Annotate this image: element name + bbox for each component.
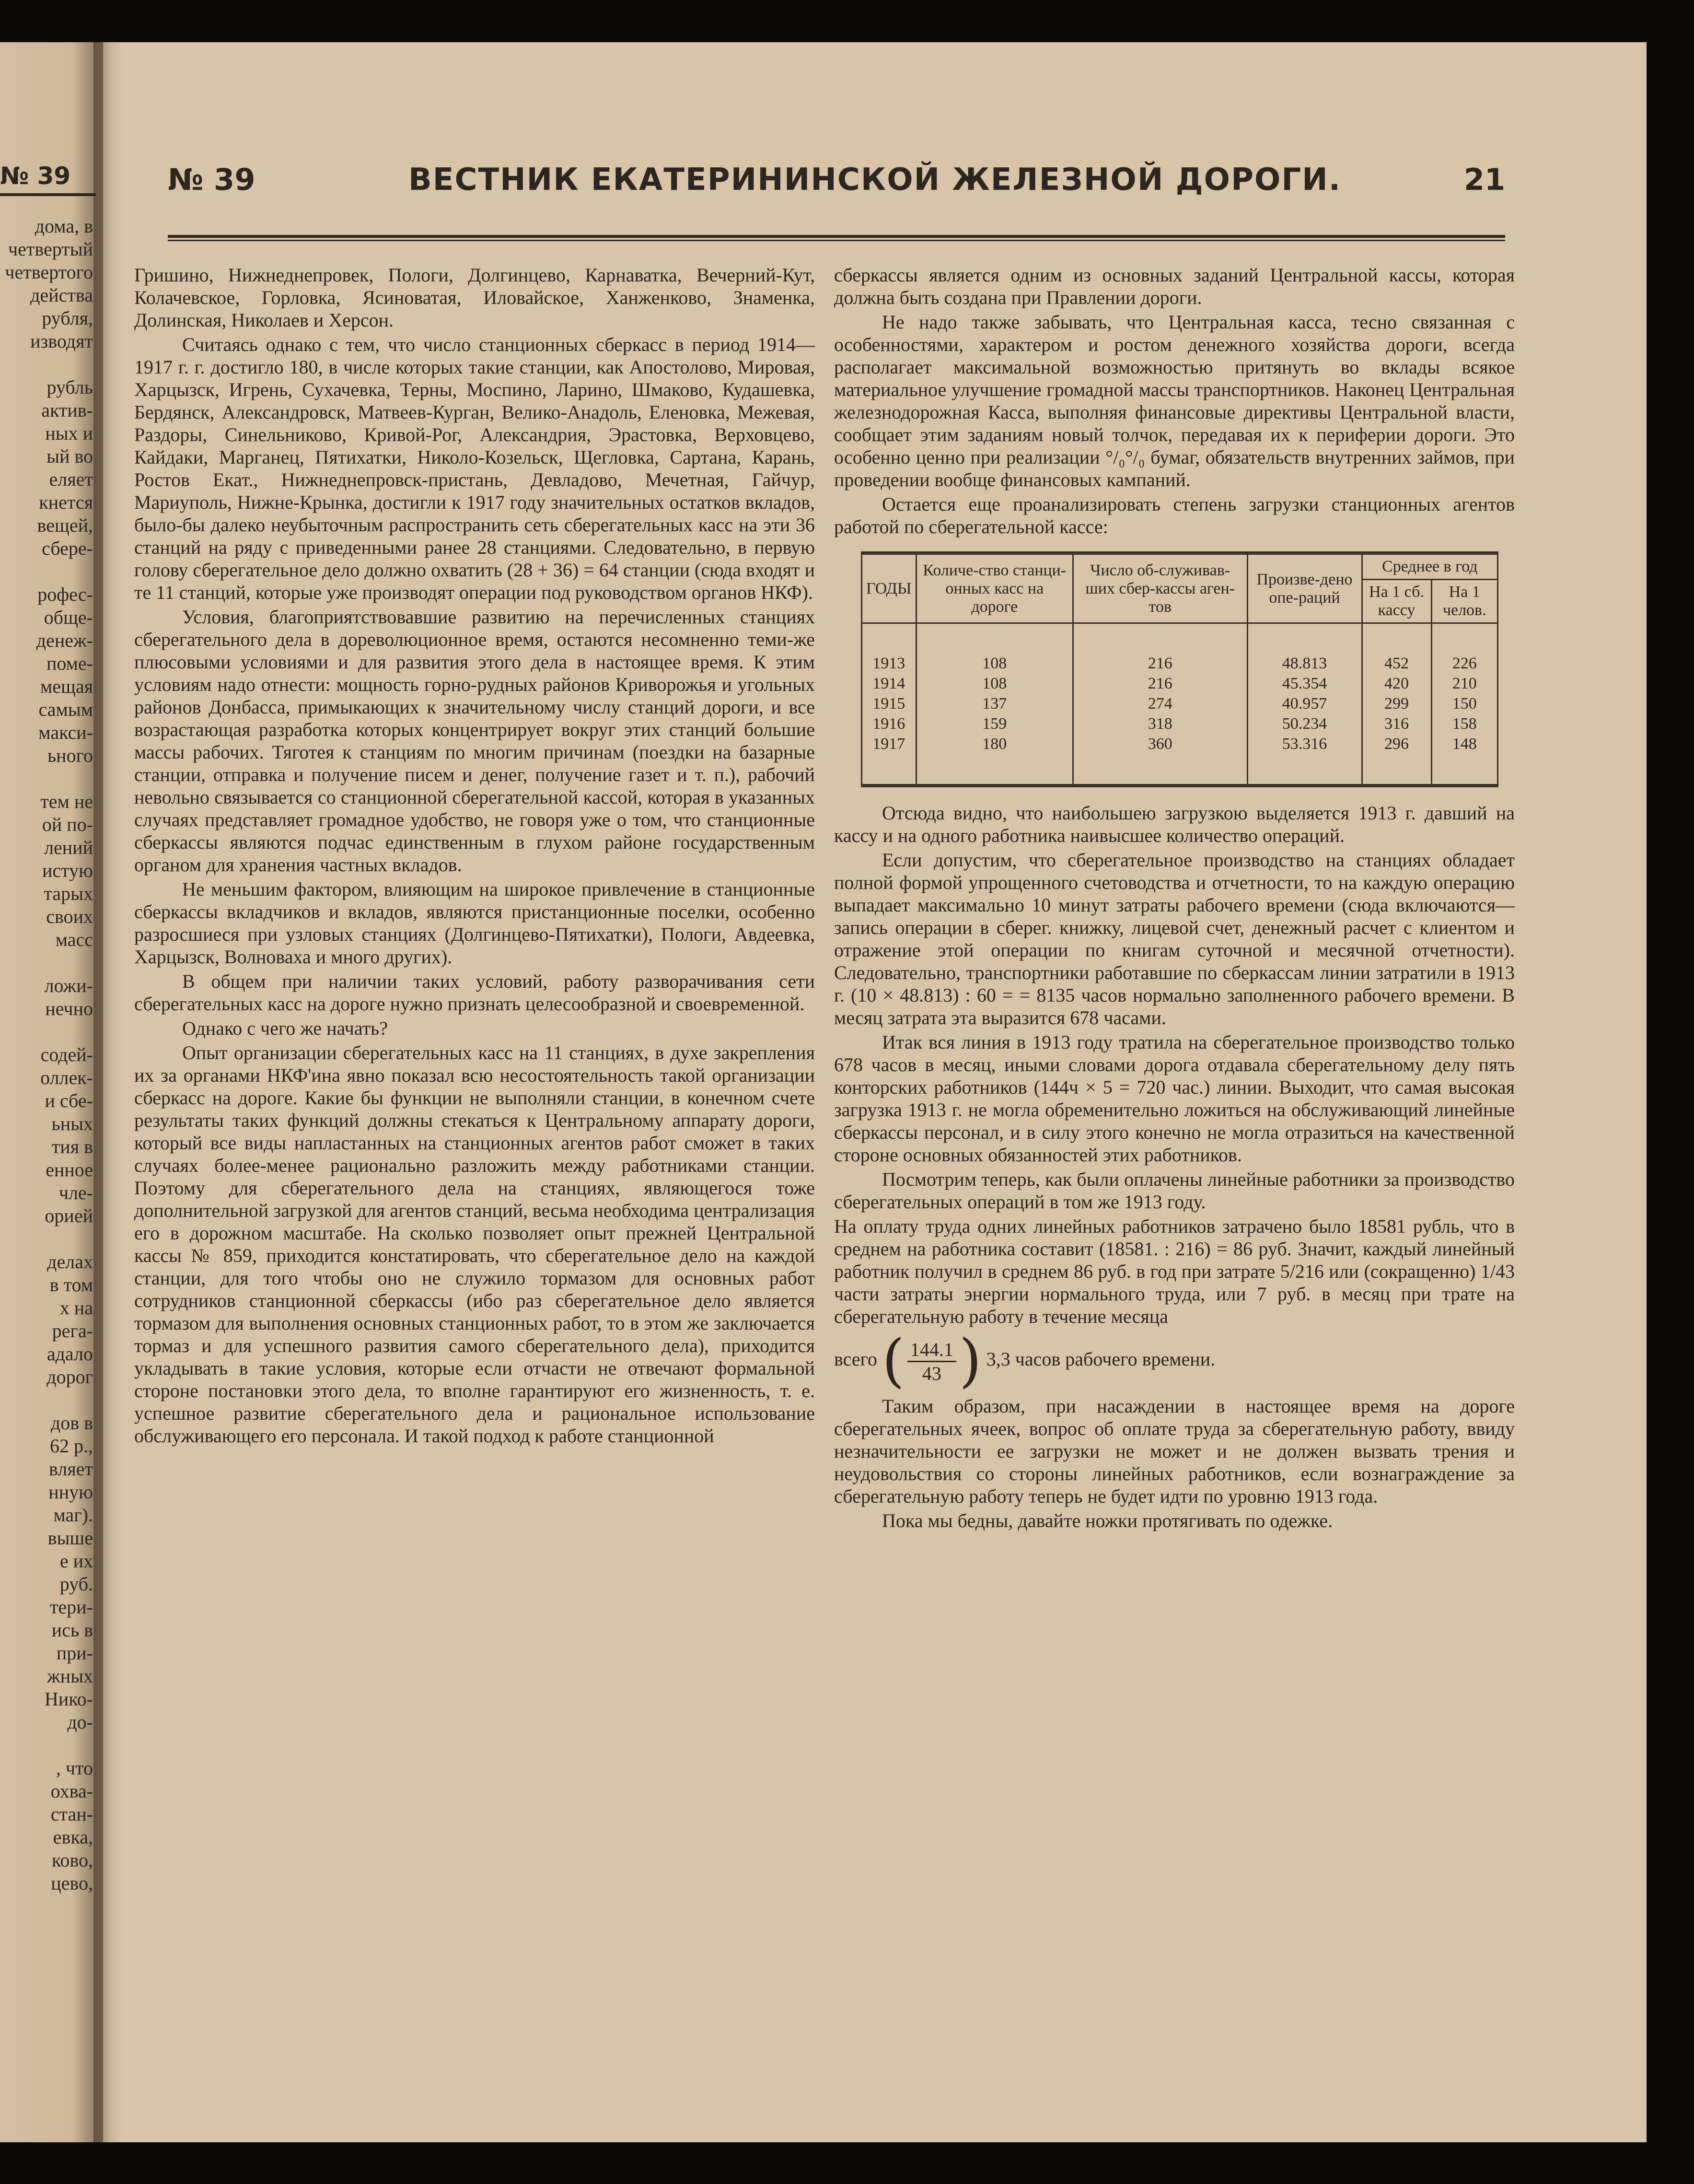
previous-page-line: масс <box>55 929 93 950</box>
table-cell-agents: 274 <box>1073 694 1247 714</box>
previous-page-line: рубль <box>46 376 93 398</box>
right-column-conclusion <box>834 1395 1515 1532</box>
previous-page-line: лений <box>44 837 93 858</box>
previous-page-line <box>0 1389 96 1412</box>
previous-page-line: дорог <box>46 1366 93 1388</box>
table-row <box>862 623 1498 674</box>
previous-page-line: маг). <box>53 1504 93 1526</box>
table-cell-kass: 137 <box>916 694 1073 714</box>
paragraph: На оплату труда одних линейных работников затрачено было 18581 рубль, что в среднем на работника составит (18581. : 216) = 86 руб. Значит, каждый линейный работник получил в среднем 86 руб. в год при затрате 5/216 или (сокращенно) 1/43 части затраты энергии нормального труда, или 7 руб. в месяц при трате на сберегательную работу в течение месяца <box>834 1215 1515 1327</box>
paragraph: Не меньшим фактором, влияющим на широкое привлечение в станционные сберкассы вкладчиков и вкладов, являются пристанционные поселки, особенно разросшиеся при узловых станциях (Долгинцево-Пятихатки), Пологи, Авдеевка, Харцызск, Волноваха и много других). <box>134 878 815 968</box>
journal-title: ВЕСТНИК ЕКАТЕРИНИНСКОЙ ЖЕЛЕЗНОЙ ДОРОГИ. <box>408 162 1342 198</box>
previous-page-line: оллек- <box>40 1067 93 1088</box>
paragraph: Остается еще проанализировать степень загрузки станционных агентов работой по сберегательной кассе: <box>834 493 1515 537</box>
previous-page-line: дов в <box>50 1412 93 1434</box>
table-cell-year: 1913 <box>862 623 917 674</box>
table-cell-agents: 216 <box>1073 623 1247 674</box>
previous-page-line: рега- <box>52 1320 93 1342</box>
table-cell-per-kassa: 452 <box>1362 623 1431 674</box>
table-cell-year: 1914 <box>862 674 917 694</box>
paragraph: Опыт организации сберегательных касс на 11 станциях, в духе закрепления их за органами НКФ'ина явно показал всю несостоятельность такой организации сберкасс на дороге. Какие бы функции не выполняли станции, в конечном счете результаты таких функций должны стекаться к Центральному аппарату дороги, который все виды напластанных на станционных агентов работ сможет в таких случаях более-менее рационально разложить между работниками станции. Поэтому для сберегательного дела на станциях, являющегося тоже дополнительной загрузкой для агентов станций, весьма необходима централизация его в дорожном масштабе. На сколько позволяет опыт прежней Центральной кассы № 859, приходится констатировать, что сберегательное дело на каждой станции, для того чтобы оно не служило тормазом для основных работ сотрудников станционной сберкассы (ибо раз сберегательное дело является тормазом для выполнения основных станционных работ, то в этом же заключается тормаз и для успешного развития самого сберегательного дела), приходится укладывать в такие условия, которые если отчасти не отвечают формальной стороне постановки этого дела, то вполне гарантируют его жизненность, т. е. успешное развитие сберегательного дела и рациональное использование обслуживающего его персонала. И такой подход к работе станционной <box>134 1042 815 1447</box>
previous-page-line: выше <box>47 1527 93 1549</box>
table-cell-per-kassa: 296 <box>1362 734 1431 786</box>
right-column-analysis <box>834 802 1515 1328</box>
previous-page-line: тем не <box>40 791 93 812</box>
previous-page-line: в том <box>49 1274 93 1296</box>
table-cell-ops: 40.957 <box>1247 694 1362 714</box>
previous-page-rule <box>0 193 96 196</box>
table-row <box>862 734 1498 786</box>
previous-page-line <box>0 951 96 974</box>
table-cell-year: 1916 <box>862 714 917 734</box>
header-average: Среднее в год <box>1362 553 1497 580</box>
previous-page-text <box>0 215 96 1895</box>
header-rule-thin <box>168 240 1505 241</box>
paragraph: Гришино, Нижнеднепровек, Пологи, Долгинцево, Карнаватка, Вечерний-Кут, Колачевское, Горловка, Ясиноватая, Иловайское, Ханженково, Знаменка, Долинская, Николаев и Херсон. <box>134 264 815 331</box>
table-row <box>862 714 1498 734</box>
table-cell-per-person: 158 <box>1431 714 1497 734</box>
paragraph: Пока мы бедны, давайте ножки протягивать по одежке. <box>882 1510 1333 1531</box>
previous-page-line <box>0 1227 96 1250</box>
previous-page-line: четвертого <box>5 261 93 283</box>
page-header <box>168 162 1505 205</box>
formula-fraction <box>882 1328 982 1394</box>
previous-page-line: четвертый <box>8 238 93 260</box>
previous-page-line <box>0 1020 96 1043</box>
paragraph: сберкассы является одним из основных заданий Центральной кассы, которая должна быть создана при Правлении дороги. <box>834 264 1515 308</box>
previous-page-line: евка, <box>53 1826 93 1848</box>
previous-page-line: енное <box>46 1159 93 1180</box>
statistics-table <box>861 551 1498 787</box>
previous-page-line: ных и <box>45 422 93 444</box>
table-cell-per-kassa: 420 <box>1362 674 1431 694</box>
previous-page-line: обще- <box>44 607 93 628</box>
previous-page-line <box>0 353 96 376</box>
previous-page-line: самым <box>38 699 93 720</box>
formula-line <box>834 1328 1515 1394</box>
table-cell-year: 1917 <box>862 734 917 786</box>
table-cell-ops: 48.813 <box>1247 623 1362 674</box>
header-years: ГОДЫ <box>862 553 917 623</box>
previous-page-line: ково, <box>51 1849 93 1871</box>
previous-page-line <box>0 767 96 790</box>
previous-page-line: поме- <box>46 653 93 674</box>
right-column-intro <box>834 264 1515 538</box>
previous-page-line: действа <box>30 284 93 306</box>
previous-page-line: вещей, <box>37 514 93 536</box>
previous-page-line: цево, <box>51 1872 93 1894</box>
previous-page-line: денеж- <box>36 630 93 651</box>
previous-page-line: тия в <box>51 1136 93 1157</box>
previous-page-line: мещая <box>40 676 93 697</box>
paragraph: Условия, благоприятствовавшие развитию на перечисленных станциях сберегательного дела в дореволюционное время, остаются несомненно теми-же плюсовыми условиями и для развития этого дела в настоящее время. К этим условиям надо отнести: мощность горно-рудных районов Криворожья и угольных районов Донбасса, примыкающих к значительному числу станций дороги, и все возрастающая разработка которых концентрирует вокруг этих станций большие массы рабочих. Тяготея к станциям по многим причинам (поездки на базарные станции, отправка и получение писем и денег, получение газет и т. п.), рабочий невольно связывается со станционной сберегательной кассой, которая в указанных случаях представляет громадное удобство, не говоря уже о том, что станционные сберкассы являются подчас единственным в глухом районе государственным органом для хранения частных вкладов. <box>134 606 815 876</box>
fraction-denominator: 43 <box>922 1362 941 1384</box>
previous-page-line <box>0 1734 96 1757</box>
paragraph: Однако с чего же начать? <box>182 1017 388 1039</box>
previous-page-line: тери- <box>50 1596 93 1618</box>
paragraph: Считаясь однако с тем, что число станционных сберкасс в период 1914—1917 г. г. достигло 180, в числе которых такие станции, как Апостолово, Мировая, Харцызск, Игрень, Сухачевка, Терны, Моспино, Ларино, Шмаково, Кудашевка, Бердянск, Александровск, Матвеев-Курган, Велико-Анадоль, Еленовка, Межевая, Раздоры, Синельниково, Кривой-Рог, Александрия, Эрастовка, Верховцево, Кайдаки, Марганец, Пятихатки, Николо-Козельск, Щегловка, Сартана, Карань, Ростов Екат., Нижнеднепровск-пристань, Девладово, Мечетная, Гайчур, Мариуполь, Нижне-Крынка, достигли к 1917 году значительных остатков вкладов, было-бы далеко неубыточным распространить сеть сберегательных касс на эти 36 станций на ряду с приведенными ранее 28 станциями. Следовательно, в первую голову сберегательное дело должно охватить (28 + 36) = 64 станции (сюда входят и те 11 станций, которые уже производят операции под руководством органов НКФ). <box>134 334 815 603</box>
previous-page-line: 62 р., <box>50 1435 93 1457</box>
previous-page-line: ложи- <box>44 975 93 996</box>
header-per-person: На 1 челов. <box>1431 580 1497 623</box>
table-cell-agents: 216 <box>1073 674 1247 694</box>
table-cell-agents: 318 <box>1073 714 1247 734</box>
previous-page-line: х на <box>59 1297 93 1319</box>
newspaper-sheet <box>0 42 1647 2142</box>
paragraph: Отсюда видно, что наибольшею загрузкою выделяется 1913 г. давший на кассу и на одного работника наивысшее количество операций. <box>834 802 1515 846</box>
previous-page-line: делах <box>47 1251 93 1273</box>
previous-page-line: рофес- <box>37 584 93 605</box>
table-row <box>862 694 1498 714</box>
table-cell-year: 1915 <box>862 694 917 714</box>
previous-page-line: макси- <box>38 722 93 743</box>
table-cell-per-person: 226 <box>1431 623 1497 674</box>
previous-page-line: е их <box>59 1550 93 1572</box>
table-cell-ops: 53.316 <box>1247 734 1362 786</box>
table-cell-per-person: 148 <box>1431 734 1497 786</box>
previous-page-line: своих <box>46 906 93 927</box>
table-cell-per-person: 210 <box>1431 674 1497 694</box>
previous-page-line <box>0 560 96 583</box>
previous-page-line: содей- <box>40 1044 93 1065</box>
previous-page-line: руб. <box>59 1573 93 1595</box>
table-row <box>862 674 1498 694</box>
previous-page-line: ый во <box>46 445 93 467</box>
previous-page-line: до- <box>67 1711 93 1733</box>
formula-prefix: всего <box>834 1348 878 1370</box>
previous-page-line: актив- <box>41 399 93 421</box>
header-operations: Произве-дено опе-раций <box>1247 553 1362 623</box>
previous-page-line: ой по- <box>42 814 93 835</box>
previous-page-line: ьного <box>47 745 93 766</box>
right-column <box>834 264 1515 1532</box>
previous-page-line: еляет <box>49 468 93 490</box>
previous-page-line: , что <box>56 1757 93 1779</box>
previous-page-line: орией <box>45 1205 93 1226</box>
table-cell-kass: 159 <box>916 714 1073 734</box>
paragraph: В общем при наличии таких условий, работу разворачивания сети сберегательных касс на дороге нужно признать целесообразной и своевременной. <box>134 970 815 1015</box>
header-per-kassa: На 1 сб. кассу <box>1362 580 1431 623</box>
left-column <box>134 264 815 1447</box>
header-kass-count: Количе-ство станци-онных касс на дороге <box>916 553 1073 623</box>
previous-page-line: тарых <box>44 883 93 904</box>
previous-page-line: нную <box>48 1481 93 1503</box>
formula-suffix: 3,3 часов рабочего времени. <box>986 1348 1216 1370</box>
previous-page-line: нечно <box>45 998 93 1019</box>
left-paren-icon: ( <box>882 1328 905 1394</box>
table-cell-per-person: 150 <box>1431 694 1497 714</box>
previous-page-line: вляет <box>49 1458 93 1480</box>
previous-page-line: члe- <box>58 1182 93 1203</box>
page-gutter <box>93 42 122 2142</box>
previous-page-line: при- <box>56 1642 93 1664</box>
table-cell-kass: 108 <box>916 623 1073 674</box>
table-cell-per-kassa: 299 <box>1362 694 1431 714</box>
header-rule <box>168 235 1505 238</box>
table-cell-ops: 50.234 <box>1247 714 1362 734</box>
previous-page-header: № 39 <box>0 162 71 190</box>
right-paren-icon: ) <box>959 1328 982 1394</box>
previous-page-line: истую <box>42 860 93 881</box>
table-cell-kass: 180 <box>916 734 1073 786</box>
table-cell-ops: 45.354 <box>1247 674 1362 694</box>
previous-page-line: охва- <box>50 1780 93 1802</box>
previous-page-line: стан- <box>50 1803 93 1825</box>
paragraph: Не надо также забывать, что Центральная касса, тесно связанная с особенностями, характером и ростом денежного хозяйства дороги, всегда располагает максимальной возможностью притянуть во вклады всякое материальное улучшение громадной массы транспортников. Наконец Центральная железнодорожная Касса, выполняя финансовые директивы Центральной власти, сообщает этим заданиям новый толчок, передавая их к периферии дороги. Это особенно ценно при реализации °/₀°/₀ бумаг, обязательств внутренних займов, при проведении вообще финансовых кампаний. <box>834 311 1515 491</box>
previous-page-fragment <box>0 42 103 2142</box>
previous-page-line: изводят <box>30 330 93 352</box>
statistics-table-wrap <box>861 551 1498 787</box>
table-cell-per-kassa: 316 <box>1362 714 1431 734</box>
previous-page-line: жных <box>47 1665 93 1687</box>
fraction <box>907 1338 956 1385</box>
paragraph: Итак вся линия в 1913 году тратила на сберегательное производство только 678 часов в месяц, иными словами дорога отдавала сберегательному делу пять конторских работников (144ч × 5 = 720 час.) линии. Выходит, что самая высокая загрузка 1913 г. не могла обременительно ложиться на обслуживающий линейные сберкассы персонал, и в силу этого конечно не могла отразиться на качественной стороне основных обязанностей этих работников. <box>834 1031 1515 1166</box>
previous-page-line: ьных <box>51 1113 93 1134</box>
previous-page-line: рубля, <box>42 307 93 329</box>
previous-page-line: кнется <box>39 491 93 513</box>
previous-page-line: ись в <box>51 1619 93 1641</box>
previous-page-line: и сбе- <box>45 1090 93 1111</box>
page-number: 21 <box>1463 162 1505 197</box>
previous-page-line: Нико- <box>44 1688 93 1710</box>
table-cell-kass: 108 <box>916 674 1073 694</box>
issue-number: № 39 <box>168 162 255 197</box>
table-cell-agents: 360 <box>1073 734 1247 786</box>
previous-page-line: адало <box>46 1343 93 1365</box>
previous-page-line: сбере- <box>42 537 93 559</box>
header-agents: Число об-служивав-ших сбер-кассы аген-тов <box>1073 553 1247 623</box>
fraction-numerator: 144.1 <box>907 1338 956 1362</box>
paragraph: Посмотрим теперь, как были оплачены линейные работники за производство сберегательных операций в том же 1913 году. <box>834 1168 1515 1213</box>
previous-page-line: дома, в <box>35 215 93 237</box>
paragraph: Таким образом, при насаждении в настоящее время на дороге сберегательных ячеек, вопрос об оплате труда за сберегательную работу, ввиду незначительности ее загрузки не может и не должен вызвать трения и неудовольствия со стороны линейных работников, если вознаграждение за сберегательную работу теперь не будет идти по уровню 1913 года. <box>834 1395 1515 1507</box>
paragraph: Если допустим, что сберегательное производство на станциях обладает полной формой упрощенного счетоводства и отчетности, то на каждую операцию выпадает максимально 10 минут затраты рабочего времени (сюда включаются—запись операции в сберег. книжку, лицевой счет, денежный расчет с клиентом и отражение этой операции по книгам суточной и месячной отчетности). Следовательно, транспортники работавшие по сберкассам линии затратили в 1913 г. (10 × 48.813) : 60 = = 8135 часов нормально заполненного рабочего времени. В месяц затрата эта выразится 678 часами. <box>834 849 1515 1028</box>
